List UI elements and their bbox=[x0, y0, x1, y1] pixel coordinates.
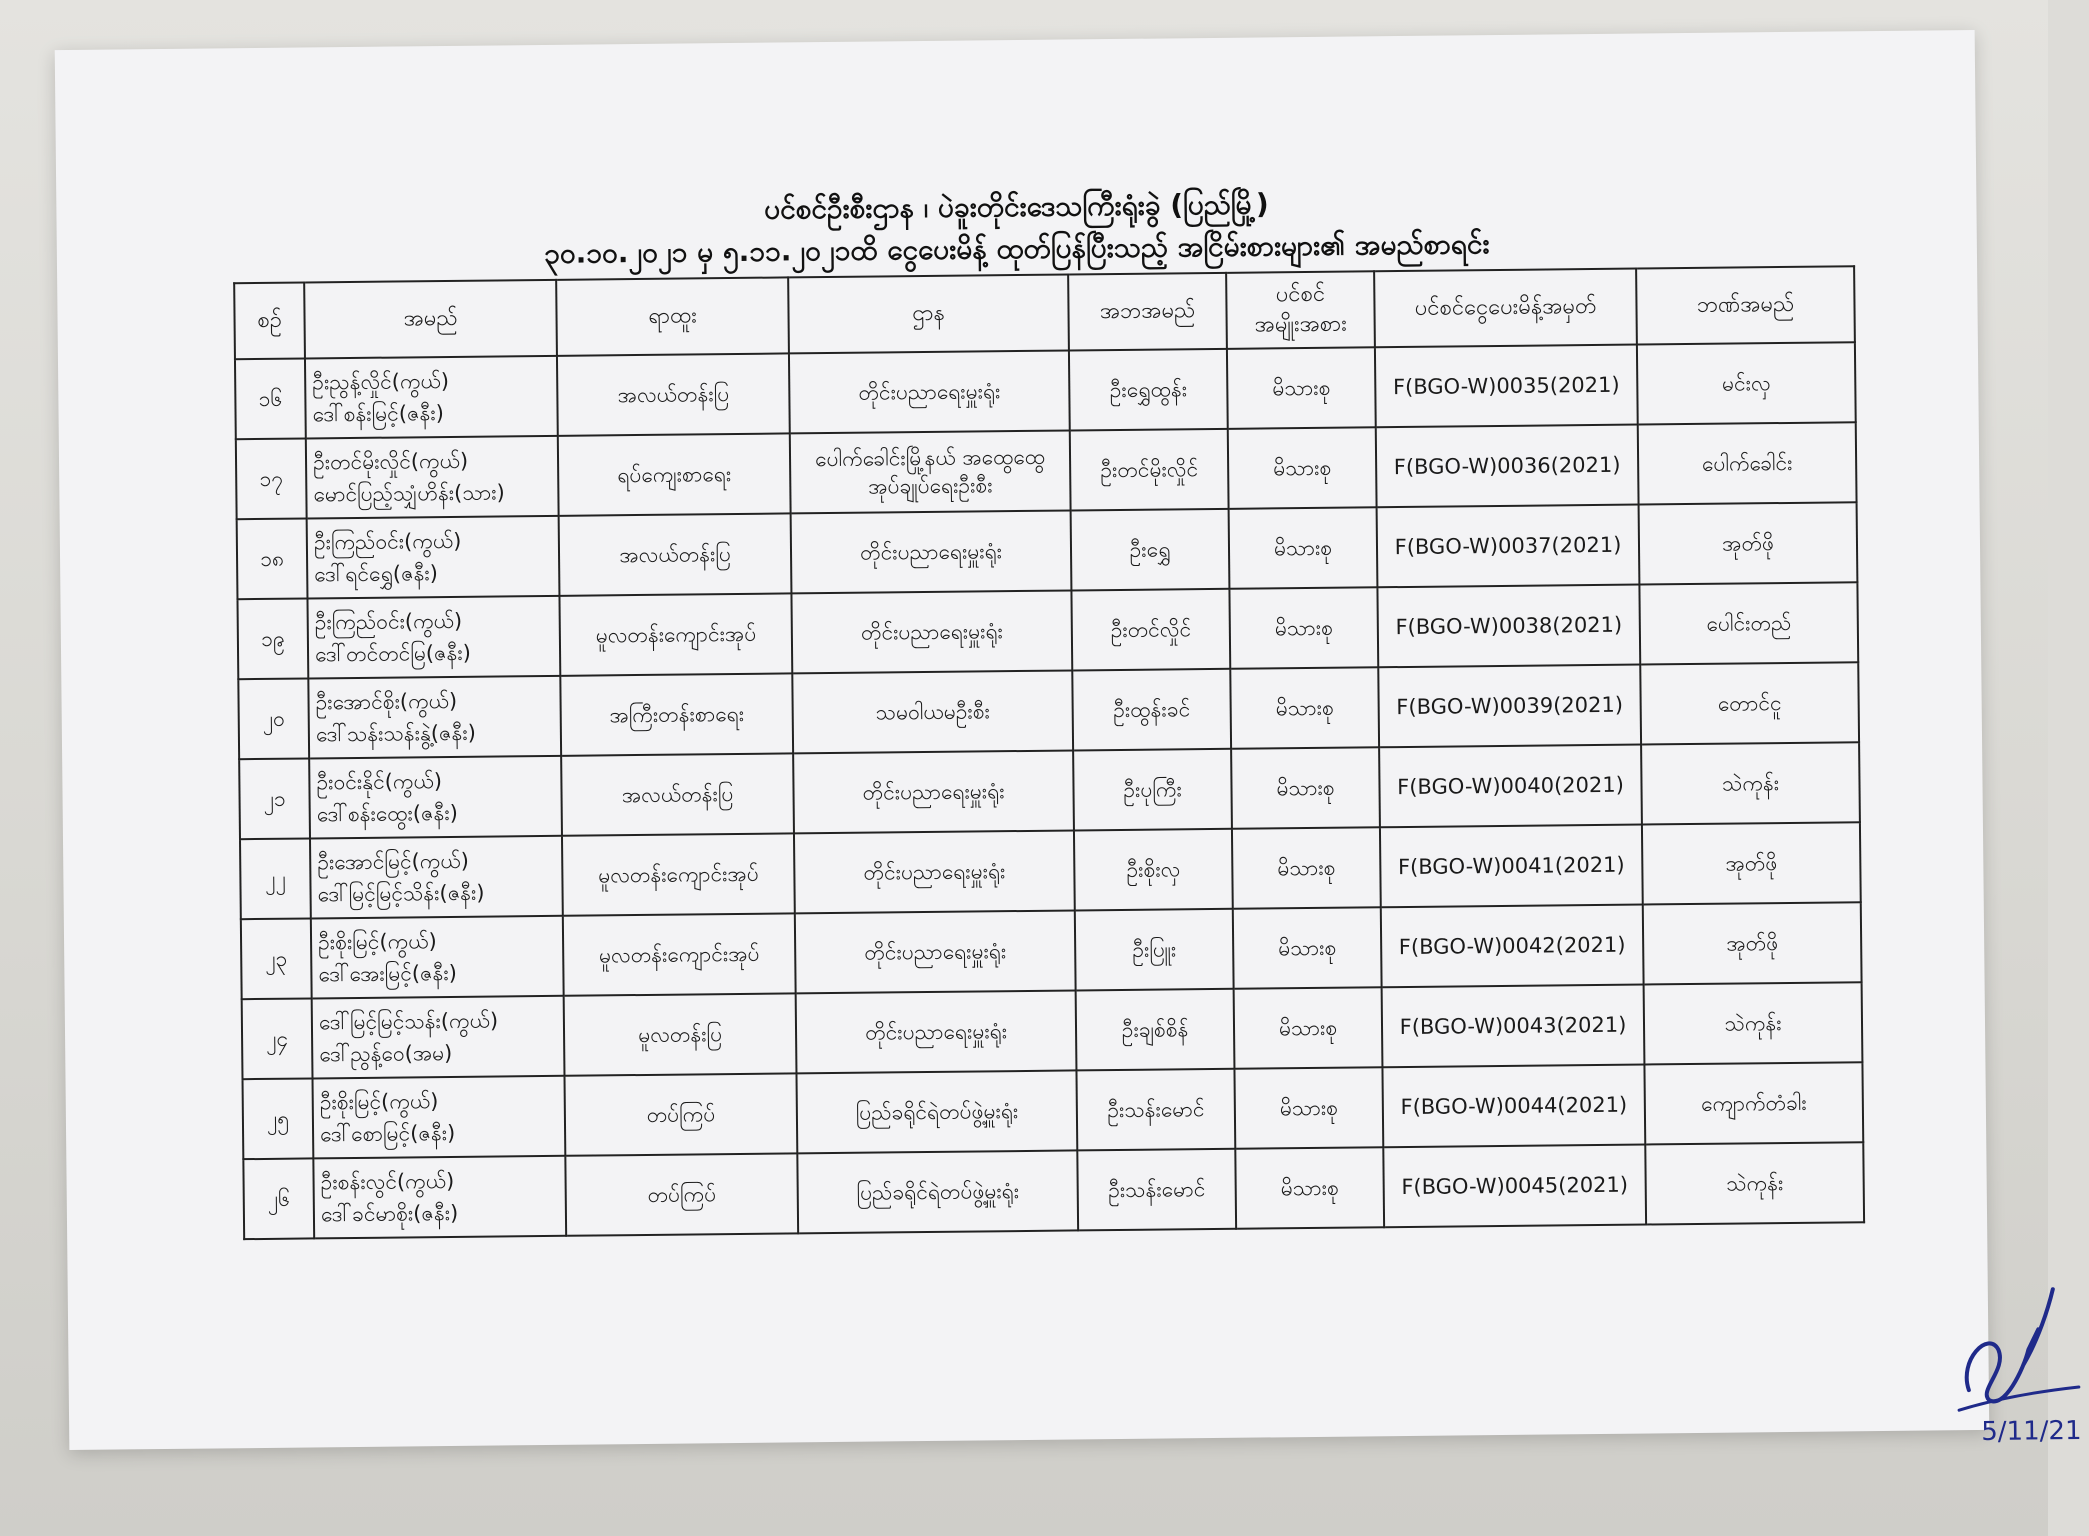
deceased-name: ဦးညွန့်လှိုင်(ကွယ်) bbox=[312, 368, 450, 395]
person-name bbox=[313, 1156, 566, 1239]
rank-cell: တပ်ကြပ် bbox=[565, 1153, 798, 1235]
signature-date: 5/11/21 bbox=[1981, 1415, 2082, 1447]
person-name bbox=[313, 1076, 566, 1159]
rank-cell: အကြီးတန်းစာရေး bbox=[560, 673, 793, 755]
department-cell: တိုင်းပညာရေးမှူးရုံး bbox=[795, 910, 1076, 993]
row-number: ၁၉ bbox=[237, 598, 308, 679]
rank-cell: ရပ်ကျေးစာရေး bbox=[558, 433, 791, 515]
order-number-cell: F(BGO-W)0043(2021) bbox=[1382, 985, 1645, 1068]
header-father-name: အဘအမည် bbox=[1068, 273, 1227, 351]
deceased-name: ဦးကြည်ဝင်း(ကွယ်) bbox=[313, 528, 462, 555]
pension-type-cell: မိသားစု bbox=[1228, 427, 1377, 509]
document-title: ပင်စင်ဦးစီးဌာန ၊ ပဲခူးတိုင်းဒေသကြီးရုံးခွဲ (ပြည်မြို့) bbox=[763, 187, 1269, 226]
pension-type-cell: မိသားစု bbox=[1227, 347, 1376, 429]
handwritten-signature bbox=[1928, 1269, 2089, 1451]
order-number-cell: F(BGO-W)0042(2021) bbox=[1381, 905, 1644, 988]
pension-type-cell: မိသားစု bbox=[1235, 1147, 1384, 1229]
row-number: ၂၃ bbox=[241, 918, 312, 999]
bank-cell: သဲကုန်း bbox=[1644, 982, 1863, 1064]
pension-type-cell: မိသားစု bbox=[1232, 827, 1381, 909]
beneficiary-name: ဒေါ်ညွန့်ဝေ(အမ) bbox=[319, 1040, 453, 1067]
bank-cell: အုတ်ဖို bbox=[1643, 902, 1862, 984]
order-number-cell: F(BGO-W)0036(2021) bbox=[1376, 425, 1639, 508]
department-cell: ပြည်ခရိုင်ရဲတပ်ဖွဲ့မှူးရုံး bbox=[796, 1070, 1077, 1153]
bank-cell: တောင်ငူ bbox=[1640, 662, 1859, 744]
person-name bbox=[310, 836, 563, 919]
bank-cell: ကျောက်တံခါး bbox=[1644, 1062, 1863, 1144]
row-number: ၂၄ bbox=[242, 998, 313, 1079]
deceased-name: ဦးတင်မိုးလှိုင်(ကွယ်) bbox=[312, 448, 469, 475]
father-name-cell: ဦးရွှေ bbox=[1071, 509, 1230, 591]
order-number-cell: F(BGO-W)0037(2021) bbox=[1377, 505, 1640, 588]
pension-type-cell: မိသားစု bbox=[1229, 507, 1378, 589]
rank-cell: အလယ်တန်းပြ bbox=[561, 753, 794, 835]
row-number: ၂၆ bbox=[243, 1158, 314, 1239]
rank-cell: အလယ်တန်းပြ bbox=[557, 353, 790, 435]
father-name-cell: ဦးသန်းမောင် bbox=[1076, 1069, 1235, 1151]
bank-cell: မင်းလှ bbox=[1637, 342, 1856, 424]
bank-cell: သဲကုန်း bbox=[1645, 1142, 1864, 1224]
father-name-cell: ဦးပြူး bbox=[1075, 909, 1234, 991]
department-cell: ပြည်ခရိုင်ရဲတပ်ဖွဲ့မှူးရုံး bbox=[797, 1150, 1078, 1233]
department-cell: တိုင်းပညာရေးမှူးရုံး bbox=[794, 830, 1075, 913]
rank-cell: မူလတန်းပြ bbox=[564, 993, 797, 1075]
deceased-name: ဦးအောင်မြင့်(ကွယ်) bbox=[317, 848, 469, 875]
pension-type-cell: မိသားစု bbox=[1230, 667, 1379, 749]
row-number: ၂၀ bbox=[238, 678, 309, 759]
rank-cell: မူလတန်းကျောင်းအုပ် bbox=[562, 833, 795, 915]
beneficiary-name: ဒေါ်စန်းမြင့်(ဇနီး) bbox=[312, 401, 444, 427]
person-name bbox=[306, 436, 559, 519]
department-cell: တိုင်းပညာရေးမှူးရုံး bbox=[793, 750, 1074, 833]
person-name bbox=[308, 676, 561, 759]
father-name-cell: ဦးထွန်းခင် bbox=[1072, 669, 1231, 751]
beneficiary-name: ဒေါ်မြင့်မြင့်သိန်း(ဇနီး) bbox=[317, 880, 485, 907]
department-cell: သမဝါယမဦးစီး bbox=[792, 670, 1073, 753]
deceased-name: ဦးအောင်စိုး(ကွယ်) bbox=[315, 688, 458, 715]
beneficiary-name: ဒေါ်တင်တင်မြ(ဇနီး) bbox=[314, 640, 471, 667]
department-cell: တိုင်းပညာရေးမှူးရုံး bbox=[791, 510, 1072, 593]
rank-cell: တပ်ကြပ် bbox=[564, 1073, 797, 1155]
beneficiary-name: ဒေါ်အေးမြင့်(ဇနီး) bbox=[318, 960, 457, 987]
header-pension-type: ပင်စင် အမျိုးအစား bbox=[1226, 271, 1375, 349]
row-number: ၁၈ bbox=[237, 518, 308, 599]
person-name bbox=[312, 996, 565, 1079]
bank-cell: အုတ်ဖို bbox=[1642, 822, 1861, 904]
person-name bbox=[309, 756, 562, 839]
pension-type-cell: မိသားစု bbox=[1234, 987, 1383, 1069]
order-number-cell: F(BGO-W)0040(2021) bbox=[1379, 745, 1642, 828]
order-number-cell: F(BGO-W)0041(2021) bbox=[1380, 825, 1643, 908]
order-number-cell: F(BGO-W)0038(2021) bbox=[1377, 585, 1640, 668]
header-department: ဌာန bbox=[788, 274, 1069, 353]
department-cell: တိုင်းပညာရေးမှူးရုံး bbox=[789, 350, 1070, 433]
paper-sheet bbox=[55, 30, 2082, 1450]
pension-type-cell: မိသားစု bbox=[1229, 587, 1378, 669]
rank-cell: မူလတန်းကျောင်းအုပ် bbox=[559, 593, 792, 675]
deceased-name: ဒေါ်မြင့်မြင့်သန်း(ကွယ်) bbox=[318, 1008, 499, 1035]
person-name bbox=[305, 356, 558, 439]
table-body bbox=[235, 342, 1864, 1239]
rank-cell: အလယ်တန်းပြ bbox=[559, 513, 792, 595]
header-no: စဉ် bbox=[234, 282, 305, 359]
row-number: ၁၆ bbox=[235, 358, 306, 439]
father-name-cell: ဦးသန်းမောင် bbox=[1077, 1149, 1236, 1231]
pension-type-cell: မိသားစု bbox=[1231, 747, 1380, 829]
beneficiary-name: မောင်ပြည့်သျှံဟိန်း(သား) bbox=[313, 480, 505, 507]
header-bank: ဘဏ်အမည် bbox=[1636, 266, 1855, 344]
order-number-cell: F(BGO-W)0044(2021) bbox=[1382, 1064, 1645, 1147]
department-cell: ပေါက်ခေါင်းမြို့နယ် အထွေထွေအုပ်ချုပ်ရေးဦးစီး bbox=[790, 430, 1071, 513]
pension-list-table bbox=[233, 265, 1865, 1240]
pension-type-cell: မိသားစု bbox=[1233, 907, 1382, 989]
deceased-name: ဦးဝင်းနိုင်(ကွယ်) bbox=[316, 769, 443, 795]
row-number: ၂၁ bbox=[239, 758, 310, 839]
bank-cell: သဲကုန်း bbox=[1641, 742, 1860, 824]
person-name bbox=[307, 516, 560, 599]
department-cell: တိုင်းပညာရေးမှူးရုံး bbox=[796, 990, 1077, 1073]
pension-type-cell: မိသားစု bbox=[1234, 1067, 1383, 1149]
beneficiary-name: ဒေါ်ခင်မာစိုး(ဇနီး) bbox=[320, 1200, 459, 1227]
father-name-cell: ဦးတင်လှိုင် bbox=[1071, 589, 1230, 671]
row-number: ၂၅ bbox=[243, 1078, 314, 1159]
bank-cell: အုတ်ဖို bbox=[1639, 502, 1858, 584]
department-cell: တိုင်းပညာရေးမှူးရုံး bbox=[791, 590, 1072, 673]
father-name-cell: ဦးစိုးလှ bbox=[1074, 829, 1233, 911]
header-order-number: ပင်စင်ငွေပေးမိန့်အမှတ် bbox=[1374, 269, 1637, 348]
person-name bbox=[307, 596, 560, 679]
table-row bbox=[243, 1142, 1864, 1239]
order-number-cell: F(BGO-W)0045(2021) bbox=[1383, 1144, 1646, 1227]
beneficiary-name: ဒေါ်စောမြင့်(ဇနီး) bbox=[319, 1120, 456, 1147]
bank-cell: ပေါက်ခေါင်း bbox=[1638, 422, 1857, 504]
father-name-cell: ဦးပုကြီး bbox=[1073, 749, 1232, 831]
row-number: ၁၇ bbox=[236, 438, 307, 519]
beneficiary-name: ဒေါ်ရင်ရွှေ(ဇနီး) bbox=[314, 561, 439, 587]
order-number-cell: F(BGO-W)0035(2021) bbox=[1375, 345, 1638, 428]
header-name: အမည် bbox=[304, 280, 557, 359]
beneficiary-name: ဒေါ်သန်းသန်းနွဲ့(ဇနီး) bbox=[315, 720, 476, 747]
deceased-name: ဦးစန်းလွင်(ကွယ်) bbox=[320, 1168, 455, 1195]
row-number: ၂၂ bbox=[240, 838, 311, 919]
header-rank: ရာထူး bbox=[556, 277, 789, 355]
deceased-name: ဦးစိုးမြင့်(ကွယ်) bbox=[317, 929, 437, 955]
father-name-cell: ဦးတင်မိုးလှိုင် bbox=[1070, 429, 1229, 511]
document-subtitle: ၃၀.၁၀.၂၀၂၁ မှ ၅.၁၁.၂၀၂၁ထိ ငွေပေးမိန့် ထုတ်ပြန်ပြီးသည့် အငြိမ်းစားများ၏ အမည်စာရင်း bbox=[543, 227, 1490, 270]
father-name-cell: ဦးချစ်စိန် bbox=[1076, 989, 1235, 1071]
deceased-name: ဦးကြည်ဝင်း(ကွယ်) bbox=[314, 608, 463, 635]
order-number-cell: F(BGO-W)0039(2021) bbox=[1378, 665, 1641, 748]
deceased-name: ဦးစိုးမြင့်(ကွယ်) bbox=[319, 1089, 439, 1115]
rank-cell: မူလတန်းကျောင်းအုပ် bbox=[563, 913, 796, 995]
bank-cell: ပေါင်းတည် bbox=[1639, 582, 1858, 664]
person-name bbox=[311, 916, 564, 999]
father-name-cell: ဦးရွှေထွန်း bbox=[1069, 349, 1228, 431]
beneficiary-name: ဒေါ်စန်းထွေး(ဇနီး) bbox=[316, 800, 458, 827]
